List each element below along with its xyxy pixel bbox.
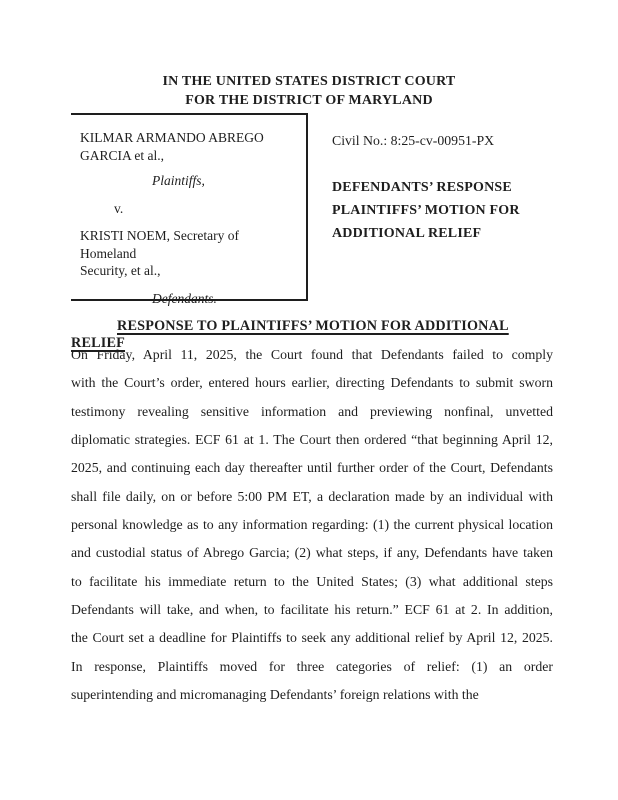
document-title-line: PLAINTIFFS’ MOTION FOR xyxy=(332,202,520,218)
body-paragraph-line: testimony revealing sensitive information and previewing nonfinal, unvetted xyxy=(71,403,553,419)
court-name-line2: FOR THE DISTRICT OF MARYLAND xyxy=(185,93,433,108)
defendant-role-label: Defendants. xyxy=(152,290,217,306)
defendant-name-line1: KRISTI NOEM, Secretary of Homeland xyxy=(80,228,239,261)
body-paragraph-line: Defendants will take, and when, to facilitate his return.” ECF 61 at 2. In addition, xyxy=(71,602,553,618)
versus-label: v. xyxy=(114,200,124,216)
court-header xyxy=(0,72,618,110)
body-paragraph-line: 2025, and continuing each day thereafter until further order of the Court, Defendants xyxy=(71,460,553,476)
case-caption xyxy=(71,113,553,306)
caption-case-info xyxy=(308,113,520,301)
body-paragraph-line: shall file daily, on or before 5:00 PM ET, a declaration made by an individual with xyxy=(71,488,553,504)
document-title xyxy=(332,176,520,245)
body-paragraph-line: superintending and micromanaging Defendants’ foreign relations with the xyxy=(71,687,479,703)
body-paragraph-line: with the Court’s order, entered hours earlier, directing Defendants to submit sworn xyxy=(71,375,553,391)
document-title-line: ADDITIONAL RELIEF xyxy=(332,225,482,241)
plaintiff-role-label: Plaintiffs, xyxy=(152,173,205,188)
section-heading-text: RESPONSE TO PLAINTIFFS’ MOTION FOR ADDITIONAL RELIEF xyxy=(71,318,509,351)
body-paragraph-line: personal knowledge as to any information regarding: (1) the current physical location xyxy=(71,517,553,533)
body-paragraph xyxy=(71,341,553,709)
body-paragraph-line: On Friday, April 11, 2025, the Court found that Defendants failed to comply xyxy=(71,347,553,362)
defendant-name xyxy=(80,227,298,280)
defendant-name-line2: Security, et al., xyxy=(80,263,161,278)
court-name-line1: IN THE UNITED STATES DISTRICT COURT xyxy=(162,74,456,89)
body-paragraph-line: the Court set a deadline for Plaintiffs to seek any additional relief by April 12, 2025. xyxy=(71,630,553,646)
body-paragraph-line: and custodial status of Abrego Garcia; (2) what steps, if any, Defendants have taken xyxy=(71,545,553,561)
document-title-line: DEFENDANTS’ RESPONSE xyxy=(332,179,512,195)
plaintiff-name-line1: KILMAR ARMANDO ABREGO xyxy=(80,130,264,145)
plaintiff-name xyxy=(80,129,298,164)
caption-parties-box xyxy=(71,113,308,306)
plaintiff-name-line2: GARCIA et al., xyxy=(80,147,164,163)
body-paragraph-line: diplomatic strategies. ECF 61 at 1. The Court then ordered “that beginning April 12, xyxy=(71,432,553,448)
body-paragraph-line: In response, Plaintiffs moved for three categories of relief: (1) an order xyxy=(71,658,553,674)
civil-case-number: Civil No.: 8:25-cv-00951-PX xyxy=(332,133,495,148)
body-paragraph-line: to facilitate his immediate return to the United States; (3) what additional steps xyxy=(71,573,553,589)
